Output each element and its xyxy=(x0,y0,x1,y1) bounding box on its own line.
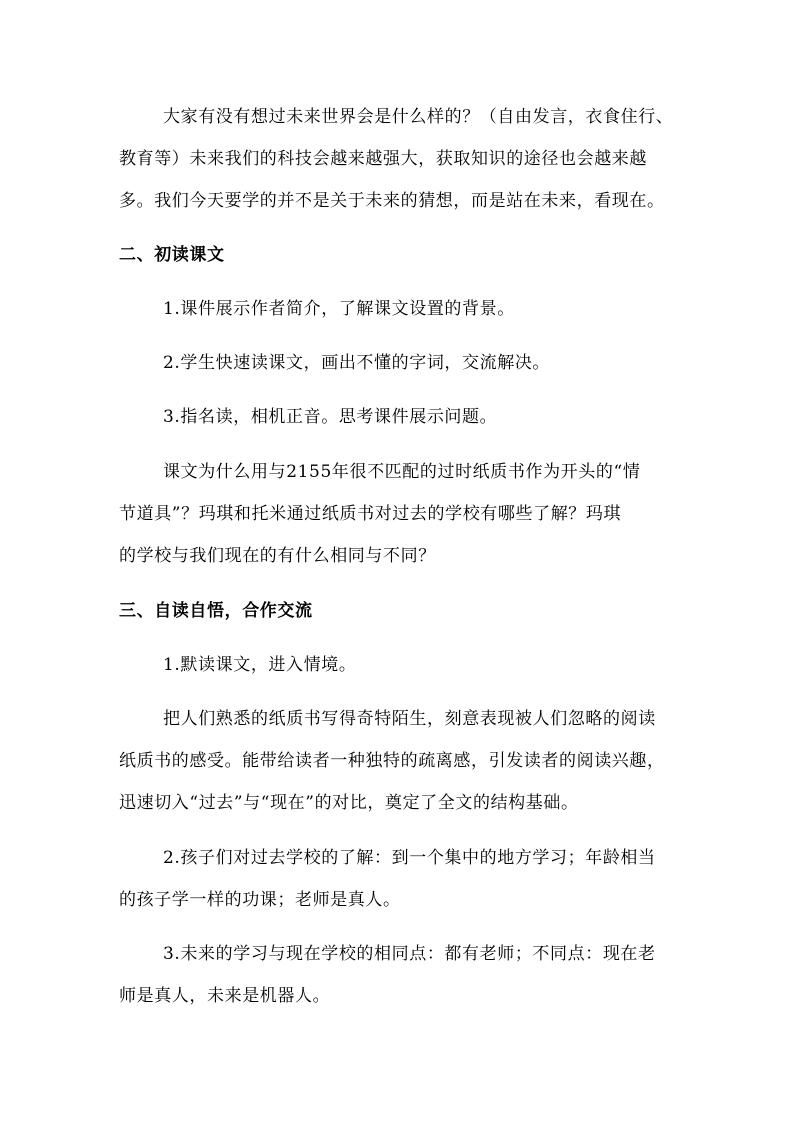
list-item-3-2-line-1: 2.孩子们对过去学校的了解：到一个集中的地方学习；年龄相当 xyxy=(163,848,656,868)
analysis-line-3: 迅速切入“过去”与“现在”的对比，奠定了全文的结构基础。 xyxy=(119,793,579,813)
list-item-2-1: 1.课件展示作者简介，了解课文设置的背景。 xyxy=(163,299,515,319)
analysis-line-2: 纸质书的感受。能带给读者一种独特的疏离感，引发读者的阅读兴趣， xyxy=(119,751,665,771)
list-item-3-3-line-1: 3.未来的学习与现在学校的相同点：都有老师；不同点：现在老 xyxy=(163,944,656,964)
list-item-3-3-line-2: 师是真人，未来是机器人。 xyxy=(119,986,331,1006)
question-line-1: 课文为什么用与2155年很不匹配的过时纸质书作为开头的“情 xyxy=(163,462,641,482)
section-heading-2: 二、初读课文 xyxy=(119,245,225,265)
section-heading-3: 三、自读自悟，合作交流 xyxy=(119,601,313,621)
question-line-3: 的学校与我们现在的有什么相同与不同？ xyxy=(119,546,436,566)
intro-line-1: 大家有没有想过未来世界会是什么样的？（自由发言，衣食住行、 xyxy=(163,107,674,127)
list-item-2-2: 2.学生快速读课文，画出不懂的字词，交流解决。 xyxy=(163,353,551,373)
intro-line-2: 教育等）未来我们的科技会越来越强大，获取知识的途径也会越来越 xyxy=(119,149,647,169)
list-item-2-3: 3.指名读，相机正音。思考课件展示问题。 xyxy=(163,407,498,427)
intro-line-3: 多。我们今天要学的并不是关于未来的猜想，而是站在未来，看现在。 xyxy=(119,191,665,211)
question-line-2: 节道具”？玛琪和托米通过纸质书对过去的学校有哪些了解？玛琪 xyxy=(119,504,622,524)
analysis-line-1: 把人们熟悉的纸质书写得奇特陌生，刻意表现被人们忽略的阅读 xyxy=(163,709,656,729)
list-item-3-1: 1.默读课文，进入情境。 xyxy=(163,655,357,675)
list-item-3-2-line-2: 的孩子学一样的功课；老师是真人。 xyxy=(119,890,401,910)
